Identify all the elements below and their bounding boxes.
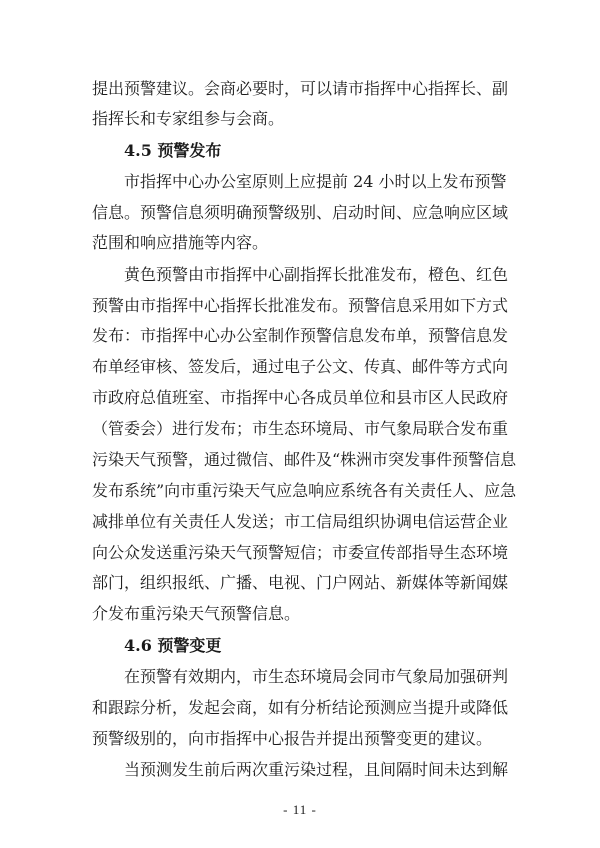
body-text-line: 发布：市指挥中心办公室制作预警信息发布单，预警信息发 [92,326,509,345]
body-text-line: 范围和响应措施等内容。 [92,233,269,252]
body-text-line: 部门，组织报纸、广播、电视、门户网站、新媒体等新闻媒 [92,573,509,592]
body-text-line: 预警级别的，向市指挥中心报告并提出预警变更的建议。 [92,729,493,748]
body-text-line: 布单经审核、签发后，通过电子公文、传真、邮件等方式向 [92,357,509,376]
body-text-line: 在预警有效期内，市生态环境局会同市气象局加强研判 [124,667,509,686]
body-text-line: 介发布重污染天气预警信息。 [92,604,301,623]
section-heading-4-6: 4.6 预警变更 [124,636,222,655]
body-text-line: 黄色预警由市指挥中心副指挥长批准发布，橙色、红色 [124,265,509,284]
body-text-line: 指挥长和专家组参与会商。 [92,109,285,128]
body-text-line: 减排单位有关责任人发送；市工信局组织协调电信运营企业 [92,512,509,531]
body-text-line: （管委会）进行发布；市生态环境局、市气象局联合发布重 [92,419,509,438]
body-text-line: 污染天气预警，通过微信、邮件及“株洲市突发事件预警信息 [92,450,517,469]
section-heading-4-5: 4.5 预警发布 [124,141,222,160]
body-text-line: 提出预警建议。会商必要时，可以请市指挥中心指挥长、副 [92,79,509,98]
page-number: - 11 - [283,802,317,817]
body-text-line: 和跟踪分析，发起会商，如有分析结论预测应当提升或降低 [92,698,509,717]
body-text-line: 向公众发送重污染天气预警短信；市委宣传部指导生态环境 [92,543,509,562]
body-text-line: 市指挥中心办公室原则上应提前 24 小时以上发布预警 [124,172,507,191]
body-text-line: 预警由市指挥中心指挥长批准发布。预警信息采用如下方式 [92,296,509,315]
body-text-line: 信息。预警信息须明确预警级别、启动时间、应急响应区域 [92,203,509,222]
body-text-line: 市政府总值班室、市指挥中心各成员单位和县市区人民政府 [92,388,509,407]
body-text-line: 发布系统”向市重污染天气应急响应系统各有关责任人、应急 [92,481,517,500]
body-text-line: 当预测发生前后两次重污染过程，且间隔时间未达到解 [124,760,509,779]
